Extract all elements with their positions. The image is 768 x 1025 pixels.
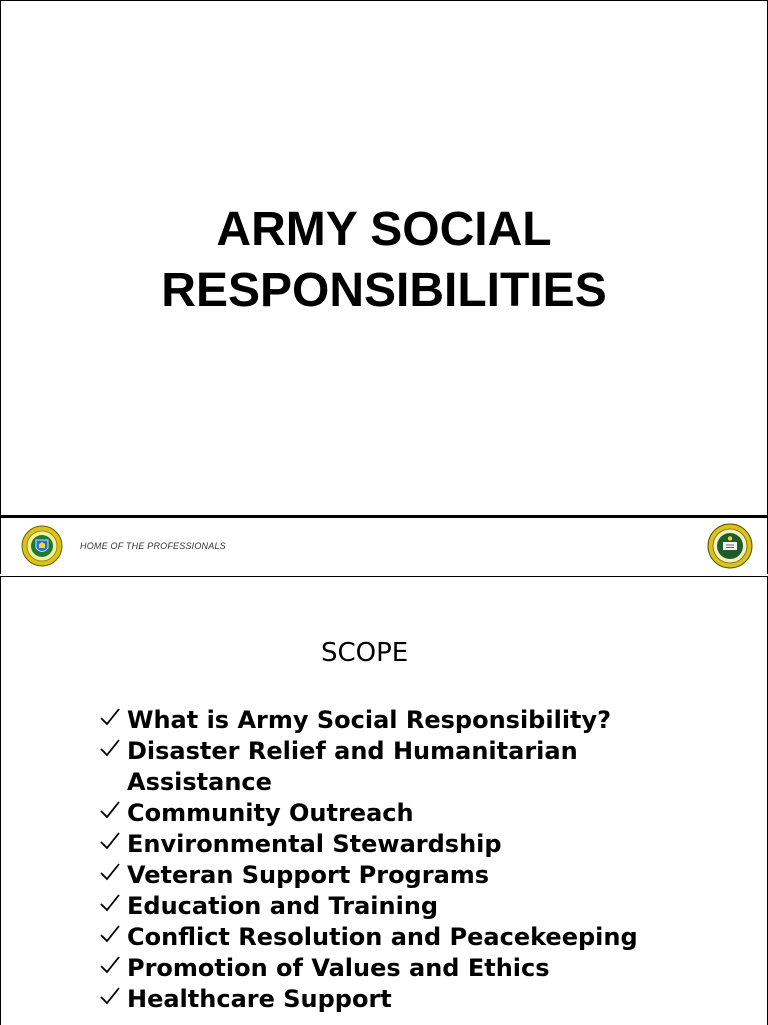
checkmark-icon <box>99 955 121 975</box>
list-item-text: Disaster Relief and Humanitarian Assistance <box>127 737 578 796</box>
list-item <box>99 736 667 798</box>
seal-icon <box>707 523 753 569</box>
list-item-text: Veteran Support Programs <box>127 861 490 889</box>
slide-footer <box>0 518 768 574</box>
checkmark-icon <box>99 738 121 758</box>
footer-tagline: HOME OF THE PROFESSIONALS <box>80 541 226 551</box>
list-item-text: Healthcare Support <box>127 985 392 1013</box>
checkmark-icon <box>99 831 121 851</box>
scope-heading: SCOPE <box>321 638 409 668</box>
checkmark-icon <box>99 707 121 727</box>
title-line-1: ARMY SOCIAL <box>216 203 552 256</box>
list-item <box>99 984 667 1015</box>
list-item <box>99 922 667 953</box>
seal-icon <box>21 525 63 567</box>
list-item-text: What is Army Social Responsibility? <box>127 706 612 734</box>
list-item-text: Environmental Stewardship <box>127 830 502 858</box>
list-item-text: Education and Training <box>127 892 439 920</box>
list-item-text: Promotion of Values and Ethics <box>127 954 550 982</box>
checkmark-icon <box>99 924 121 944</box>
checkmark-icon <box>99 986 121 1006</box>
list-item <box>99 953 667 984</box>
slide-title <box>1 199 767 321</box>
scope-slide <box>0 576 768 1025</box>
list-item-text: Conflict Resolution and Peacekeeping <box>127 923 638 951</box>
scope-list <box>99 705 667 1015</box>
checkmark-icon <box>99 800 121 820</box>
list-item <box>99 891 667 922</box>
checkmark-icon <box>99 862 121 882</box>
list-item <box>99 860 667 891</box>
list-item-text: Community Outreach <box>127 799 414 827</box>
list-item <box>99 829 667 860</box>
list-item <box>99 798 667 829</box>
list-item <box>99 705 667 736</box>
checkmark-icon <box>99 893 121 913</box>
title-line-2: RESPONSIBILITIES <box>161 264 607 317</box>
